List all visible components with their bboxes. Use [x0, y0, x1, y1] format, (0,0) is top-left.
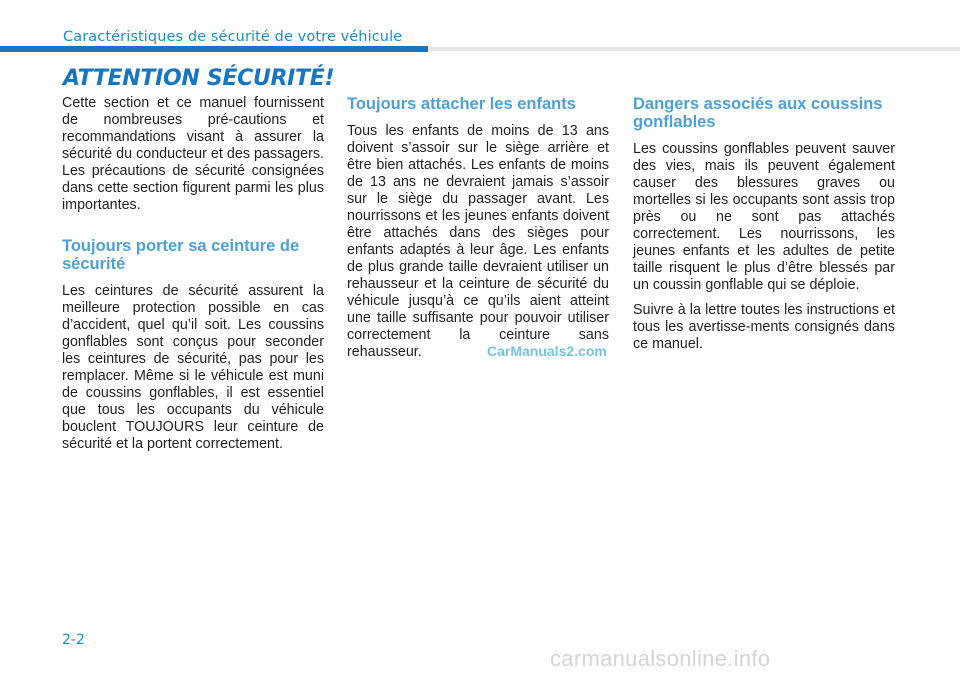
watermark-center: CarManuals2.com — [487, 343, 607, 359]
children-paragraph: Tous les enfants de moins de 13 ans doivent s’assoir sur le siège arrière et être bien attachés. Les enfants de moins de 13 ans ne devraient jamais s’assoir sur le siège du passager avant. Les nourrissons et les jeunes enfants doivent être attachés dans des sièges pour enfants adaptés à leur âge. Les enfants de plus grande taille devraient utiliser un rehausseur et la ceinture de sécurité du véhicule jusqu’à ce qu’ils aient atteint une taille suffisante pour pouvoir utiliser correctement la ceinture sans rehausseur. — [347, 123, 609, 360]
page-number: 2-2 — [62, 632, 85, 648]
page-title: ATTENTION SÉCURITÉ! — [63, 66, 335, 91]
header-rule-accent — [0, 46, 428, 52]
section-header: Caractéristiques de sécurité de votre véhicule — [63, 29, 403, 45]
intro-paragraph: Cette section et ce manuel fournissent de nombreuses pré-cautions et recommandations visant à assurer la sécurité du conducteur et des passagers. Les précautions de sécurité consignées dans cette section figurent parmi les plus importantes. — [62, 95, 324, 213]
column-1 — [62, 95, 324, 461]
airbags-paragraph-1: Les coussins gonflables peuvent sauver des vies, mais ils peuvent également causer des blessures graves ou mortelles si les occupants sont assis trop près ou ne sont pas attachés correctement. Les nourrissons, les jeunes enfants et les adultes de petite taille risquent le plus d’être blessés par un coussin gonflable qui se déploie. — [633, 141, 895, 293]
airbags-paragraph-2: Suivre à la lettre toutes les instructions et tous les avertisse-ments consignés dans ce manuel. — [633, 302, 895, 352]
watermark-bottom: carmanualsonline.info — [550, 646, 771, 671]
seatbelt-heading: Toujours porter sa ceinture de sécurité — [62, 237, 300, 273]
seatbelt-paragraph: Les ceintures de sécurité assurent la meilleure protection possible en cas d’accident, quel qu’il soit. Les coussins gonflables sont conçus pour seconder les ceintures de sécurité, pas pour les remplacer. Même si le véhicule est muni de coussins gonflables, il est essentiel que tous les occupants du véhicule bouclent TOUJOURS leur ceinture de sécurité et la portent correctement. — [62, 283, 324, 452]
column-3 — [633, 95, 895, 361]
airbags-heading: Dangers associés aux coussins gonflables — [633, 95, 883, 131]
column-2 — [347, 95, 609, 369]
children-heading: Toujours attacher les enfants — [347, 95, 576, 113]
